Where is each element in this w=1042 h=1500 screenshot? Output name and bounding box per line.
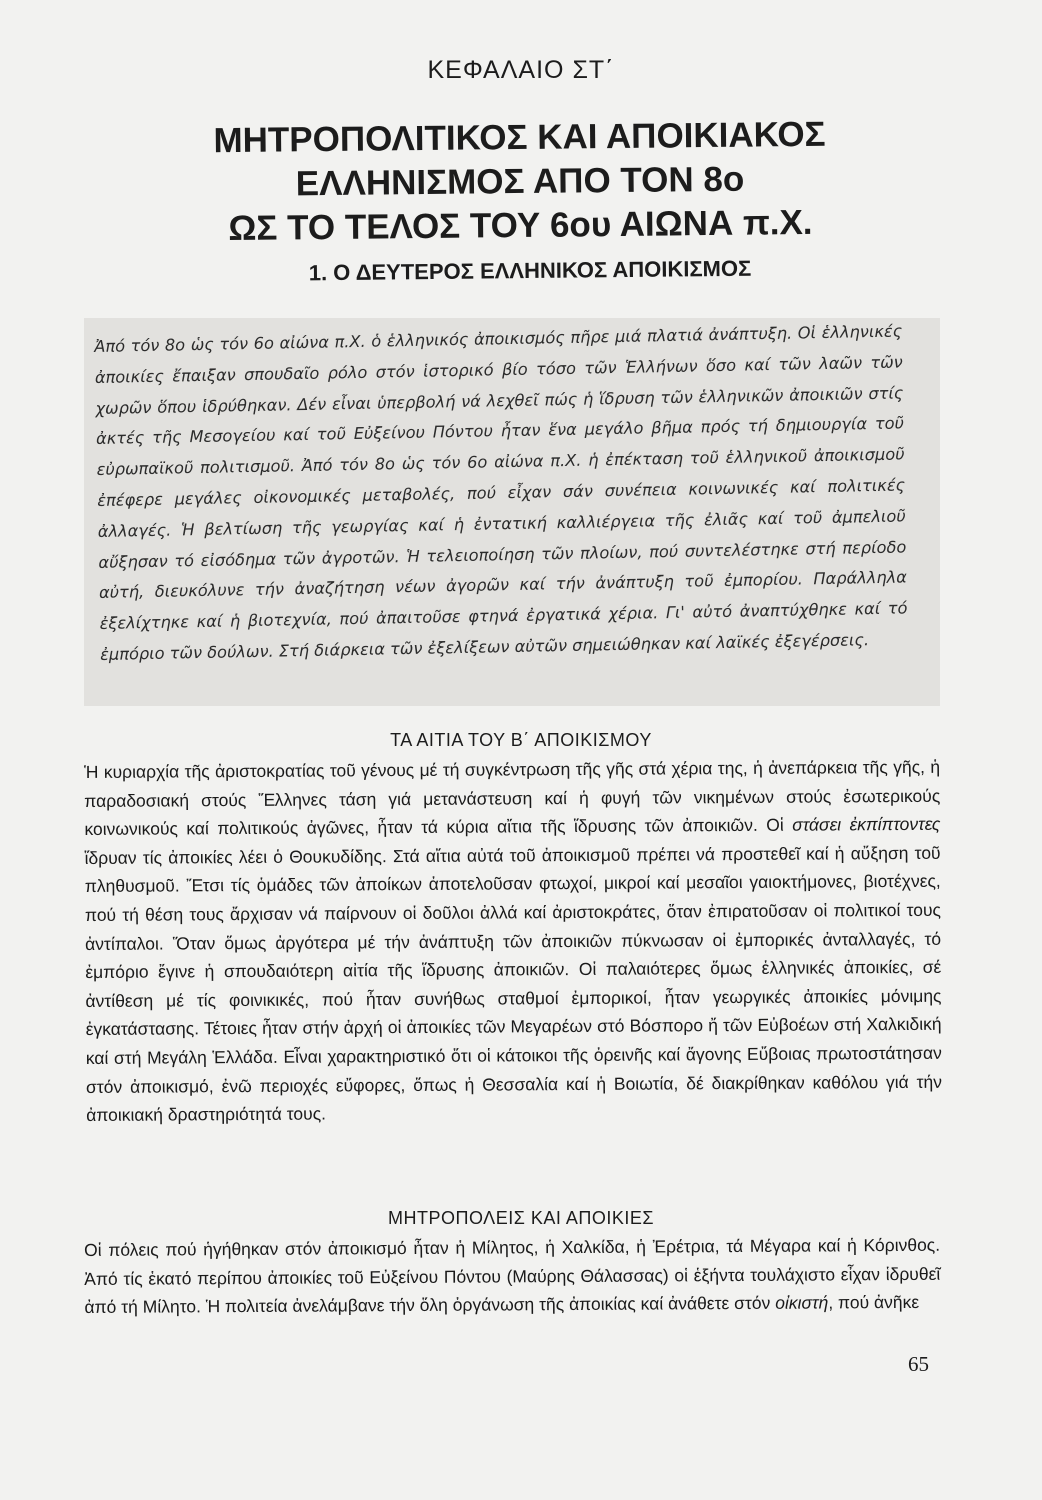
chapter-title-line: ΕΛΛΗΝΙΣΜΟΣ ΑΠΟ ΤΟΝ 8ο — [295, 159, 745, 204]
chapter-title-line: ΜΗΤΡΟΠΟΛΙΤΙΚΟΣ ΚΑΙ ΑΠΟΙΚΙΑΚΟΣ — [213, 114, 826, 161]
metropoleis-paragraph — [84, 1231, 941, 1322]
intro-box — [84, 318, 940, 706]
metropoleis-text-start: Οἱ πόλεις πού ἡγήθηκαν στόν ἀποικισμό ἦταν ἡ Μίλητος, ἡ Χαλκίδα, ἡ Ἐρέτρια, τά Μέγαρα καί ἡ Κόρινθος. Ἀπό τίς ἑκατό περίπου ἀποικίες τοῦ Εὐξείνου Πόντου (Μαύρης Θάλασσας) οἱ ἑξήντα τουλάχιστο εἶχαν ἱδρυθεῖ ἀπό τή Μίλητο. Ἡ πολιτεία ἀνελάμβανε τήν ὅλη ὀργάνωση τῆς ἀποικίας καί ἀνάθετε στόν — [84, 1234, 941, 1318]
page-number: 65 — [908, 1352, 929, 1376]
metropoleis-term: οἰκιστή — [775, 1292, 829, 1313]
causes-quote: στάσει ἐκπίπτοντες — [792, 813, 941, 835]
causes-text-end: ἵδρυαν τίς ἀποικίες λέει ὁ Θουκυδίδης. Στά αἴτια αὐτά τοῦ ἀποικισμοῦ πρέπει νά προστεθεῖ καί ἡ αὔξηση τοῦ πληθυσμοῦ. Ἔτσι τίς ὁμάδες τῶν ἀποίκων ἀποτελοῦσαν φτωχοί, μικροί καί μεσαῖοι γαιοκτήμονες, βιοτέχνες, πού τή θέση τους ἄρχισαν νά παίρνουν οἱ δοῦλοι ἀλλά καί ἀριστοκράτες, ὅταν ἐπιρατοῦσαν οἱ πολιτικοί τους ἀντίπαλοι. Ὅταν ὅμως ἀργότερα μέ τήν ἀνάπτυξη τῶν ἀποικιῶν πύκνωσαν οἱ ἐμπορικές ἀνταλλαγές, τό ἐμπόριο ἔγινε ἡ σπουδαιότερη αἰτία τῆς ἵδρυσης ἀποικιῶν. Οἱ παλαιότερες ὅμως ἑλληνικές ἀποικίες, σέ ἀντίθεση μέ τίς φοινικικές, πού ἦταν συνήθως σταθμοί ἐμπορικοί, ἦταν γεωργικές ἀποικίες μόνιμης ἐγκατάστασης. Τέτοιες ἦταν στήν ἀρχή οἱ ἀποικίες τῶν Μεγαρέων στό Βόσπορο ἤ τῶν Εὐβοέων στή Χαλκιδική καί στή Μεγάλη Ἑλλάδα. Εἶναι χαρακτηριστικό ὅτι οἱ κάτοικοι τῆς ὀρεινῆς καί ἄγονης Εὔβοιας πρωτοστάτησαν στόν ἀποικισμό, ἐνῶ περιοχές εὔφορες, ὅπως ἡ Θεσσαλία καί ἡ Βοιωτία, δέ διακρίθηκαν καθόλου γιά τήν ἀποικιακή δραστηριότητά τους. — [84, 842, 943, 1126]
causes-paragraph — [84, 753, 942, 1130]
metropoleis-heading: ΜΗΤΡΟΠΟΛΕΙΣ ΚΑΙ ΑΠΟΙΚΙΕΣ — [388, 1208, 654, 1228]
metropoleis-text-end: , πού ἀνῆκε — [828, 1292, 920, 1313]
chapter-title — [139, 112, 900, 252]
causes-text-start: Ἡ κυριαρχία τῆς ἀριστοκρατίας τοῦ γένους μέ τή συγκέντρωση τῆς γῆς στά χέρια της, ἡ ἀνεπάρκεια τῆς γῆς, ἡ παραδοσιακή στούς Ἕλληνες τάση γιά μετανάστευση καί ἡ φυγή τῶν νικημένων στούς ἐσωτερικούς κοινωνικούς καί πολιτικούς ἀγῶνες, ἦταν τά κύρια αἴτια τῆς ἵδρυσης τῶν ἀποικιῶν. Οἱ — [84, 756, 941, 840]
section-heading: 1. Ο ΔΕΥΤΕΡΟΣ ΕΛΛΗΝΙΚΟΣ ΑΠΟΙΚΙΣΜΟΣ — [308, 255, 752, 286]
intro-paragraph: Ἀπό τόν 8ο ὡς τόν 6ο αἰώνα π.Χ. ὁ ἑλληνικός ἀποικισμός πῆρε μιά πλατιά ἀνάπτυξη. Οἱ ἑλληνικές ἀποικίες ἔπαιξαν σπουδαῖο ρόλο στόν ἱστορικό βίο τόσο τῶν Ἑλλήνων ὅσο καί τῶν λαῶν τῶν χωρῶν ὅπου ἱδρύθηκαν. Δέν εἶναι ὑπερβολή νά λεχθεῖ πώς ἡ ἵδρυση τῶν ἑλληνικῶν ἀποικιῶν στίς ἀκτές τῆς Μεσογείου καί τοῦ Εὐξείνου Πόντου ἦταν ἕνα μεγάλο βῆμα πρός τή δημιουργία τοῦ εὐρωπαϊκοῦ πολιτισμοῦ. Ἀπό τόν 8ο ὡς τόν 6ο αἰώνα π.Χ. ἡ ἐπέκταση τοῦ ἑλληνικοῦ ἀποικισμοῦ ἐπέφερε μεγάλες οἰκονομικές μεταβολές, πού εἶχαν σάν συνέπεια κοινωνικές καί πολιτικές ἀλλαγές. Ἡ βελτίωση τῆς γεωργίας καί ἡ ἐντατική καλλιέργεια τῆς ἐλιᾶς καί τοῦ ἀμπελιοῦ αὔξησαν τό εἰσόδημα τῶν ἀγροτῶν. Ἡ τελειοποίηση τῶν πλοίων, πού συντελέστηκε στή περίοδο αὐτή, διευκόλυνε τήν ἀναζήτηση νέων ἀγορῶν καί τήν ἀνάπτυξη τοῦ ἐμπορίου. Παράλληλα ἐξελίχτηκε καί ἡ βιοτεχνία, πού ἀπαιτοῦσε φτηνά ἐργατικά χέρια. Γι' αὐτό ἀναπτύχθηκε καί τό ἐμπόριο τῶν δούλων. Στή διάρκεια τῶν ἐξελίξεων αὐτῶν σημειώθηκαν καί λαϊκές ἐξεγέρσεις. — [94, 321, 908, 664]
chapter-label: ΚΕΦΑΛΑΙΟ ΣΤ΄ — [427, 56, 615, 84]
causes-heading: ΤΑ ΑΙΤΙΑ ΤΟΥ Β΄ ΑΠΟΙΚΙΣΜΟΥ — [390, 730, 652, 750]
chapter-title-line: ΩΣ ΤΟ ΤΕΛΟΣ ΤΟΥ 6ου ΑΙΩΝΑ π.Χ. — [228, 202, 813, 249]
